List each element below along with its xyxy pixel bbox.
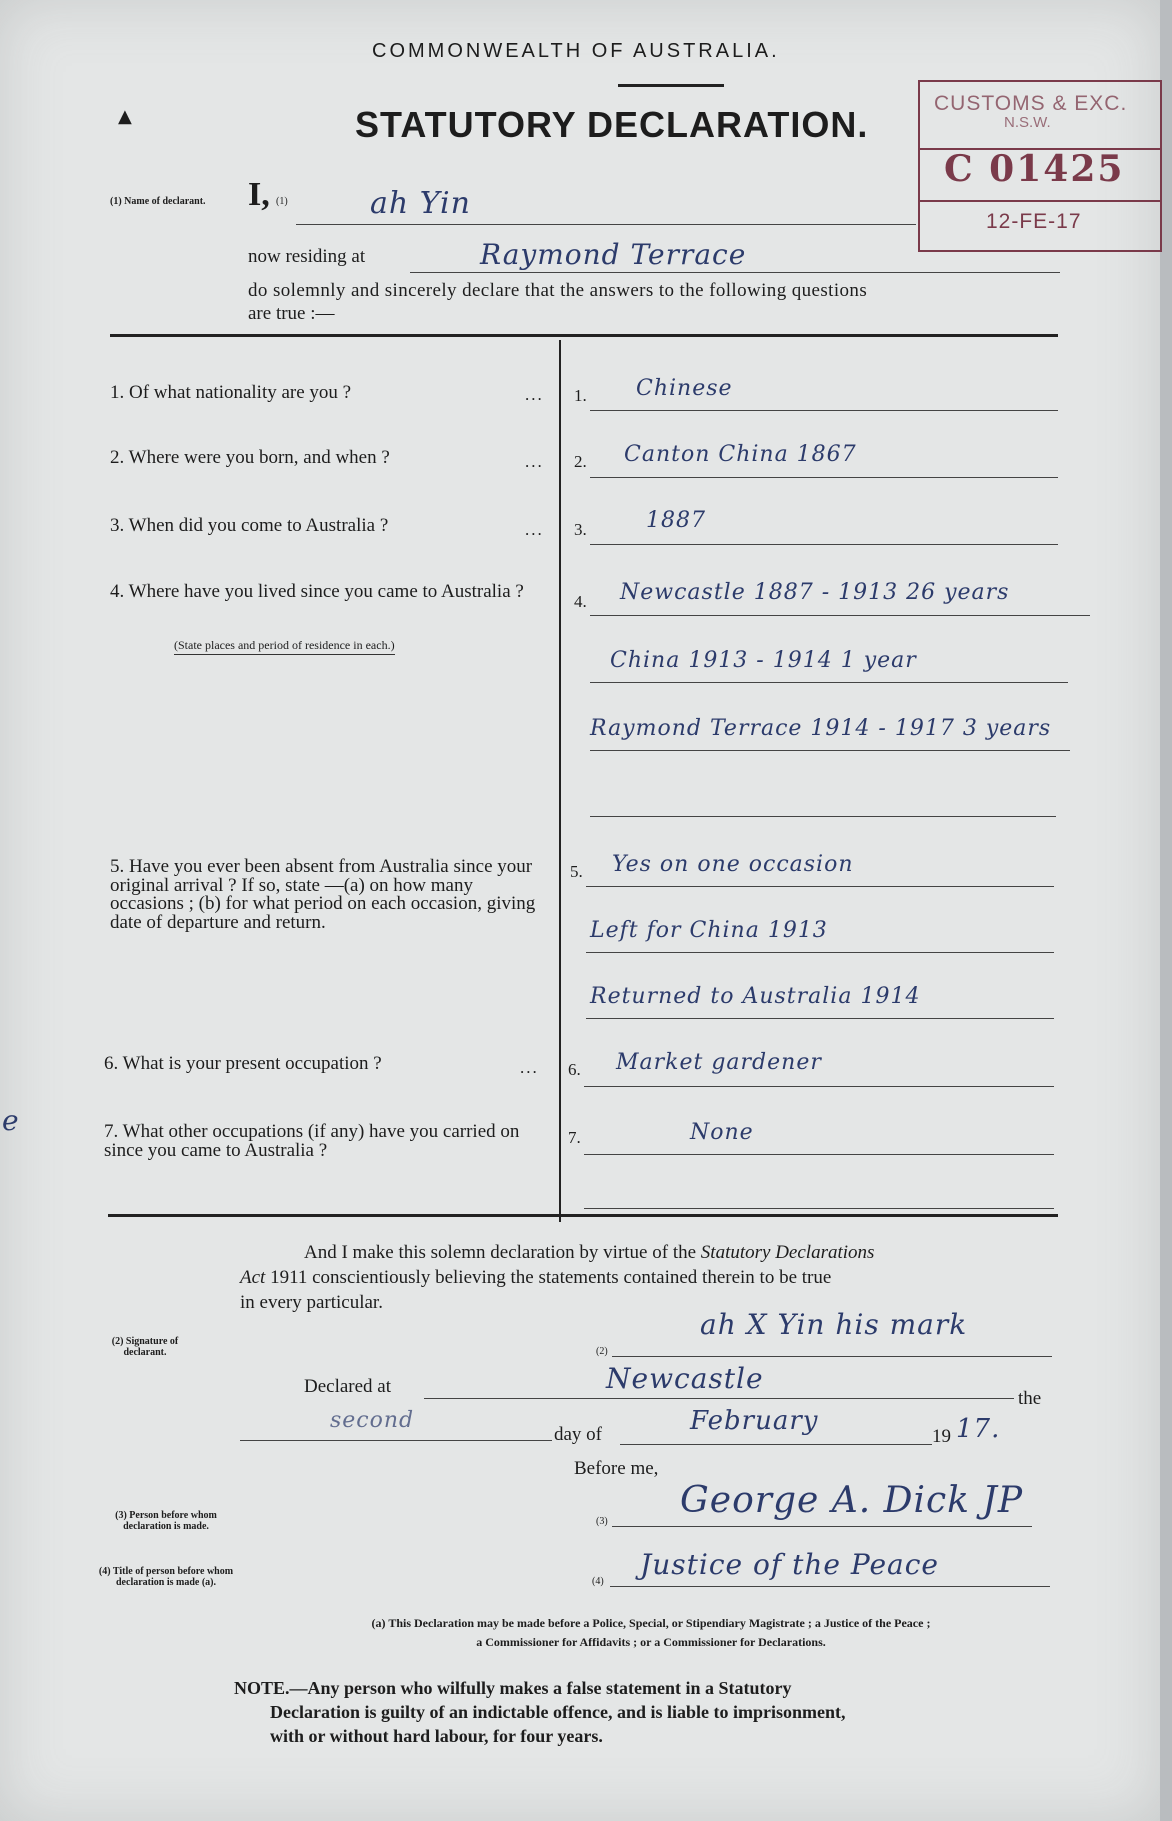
stamp-date: 12-FE-17 xyxy=(986,210,1082,233)
answer-6: Market gardener xyxy=(616,1050,822,1075)
person-signature: George A. Dick JP xyxy=(680,1480,1024,1521)
question-7: 7. What other occupations (if any) have you carried on since you came to Australia ? xyxy=(104,1121,520,1161)
answer-3: 1887 xyxy=(646,508,706,533)
declared-the: the xyxy=(1018,1388,1042,1409)
declared-day: second xyxy=(330,1408,415,1433)
legal-note: NOTE.—Any person who wilfully makes a false statement in a Statutory Declaration is guilty of an indictable offence, and is liable to imprisonment, with or without hard labour, for four years. xyxy=(234,1678,846,1746)
are-true-text: are true :— xyxy=(248,303,335,324)
declarant-name: ah Yin xyxy=(370,186,471,221)
answer-5-line-1: Yes on one occasion xyxy=(612,852,854,877)
top-rule xyxy=(110,334,1058,337)
residence-value: Raymond Terrace xyxy=(480,238,747,271)
answer-number-5: 5. xyxy=(570,862,583,881)
answer-number-3: 3. xyxy=(574,520,587,539)
customs-stamp xyxy=(918,80,1162,252)
question-4-note: (State places and period of residence in each.) xyxy=(174,638,395,655)
question-1: 1. Of what nationality are you ? xyxy=(110,382,352,403)
document-title: STATUTORY DECLARATION. xyxy=(355,104,869,145)
question-5: 5. Have you ever been absent from Australia since your original arrival ? If so, state —(a) on how many occasions ; (b) for what period on each occasion, giving date of departure and return. xyxy=(110,856,536,933)
answer-4-line-3: Raymond Terrace 1914 - 1917 3 years xyxy=(590,716,1052,741)
declarant-pronoun: I, xyxy=(248,176,270,213)
signature-ref: (2) xyxy=(596,1346,608,1357)
margin-label-signature: (2) Signature of declarant. xyxy=(111,1336,179,1358)
answer-number-4: 4. xyxy=(574,592,587,611)
margin-label-declarant: (1) Name of declarant. xyxy=(110,196,206,207)
signature-value: ah X Yin his mark xyxy=(700,1308,968,1341)
answer-number-1: 1. xyxy=(574,386,587,405)
declared-month: February xyxy=(690,1406,819,1436)
arrow-icon: ▲ xyxy=(118,106,132,127)
answer-4-line-1: Newcastle 1887 - 1913 26 years xyxy=(620,580,1010,605)
answer-5-line-2: Left for China 1913 xyxy=(590,918,828,943)
margin-label-person: (3) Person before whom declaration is made. xyxy=(115,1510,217,1532)
margin-mark: e xyxy=(2,1104,20,1137)
declared-year: 17. xyxy=(956,1414,1001,1444)
answer-number-7: 7. xyxy=(568,1128,581,1147)
question-4: 4. Where have you lived since you came to Australia ? xyxy=(110,581,524,602)
person-ref: (3) xyxy=(596,1516,608,1527)
answer-7: None xyxy=(690,1120,754,1145)
year-prefix: 19 xyxy=(932,1426,951,1447)
declare-text: do solemnly and sincerely declare that the answers to the following questions xyxy=(248,280,868,301)
title-ref: (4) xyxy=(592,1576,604,1587)
day-of-label: day of xyxy=(554,1424,603,1445)
commonwealth-heading: COMMONWEALTH OF AUSTRALIA. xyxy=(372,40,780,62)
declared-place: Newcastle xyxy=(606,1362,764,1395)
answer-1: Chinese xyxy=(636,376,733,401)
heading-underline xyxy=(618,84,724,87)
column-divider xyxy=(559,340,561,1222)
stamp-office: CUSTOMS & EXC. xyxy=(934,92,1128,115)
question-3: 3. When did you come to Australia ? xyxy=(110,515,389,536)
answer-2: Canton China 1867 xyxy=(624,442,857,467)
declaration-page: COMMONWEALTH OF AUSTRALIA. ▲ STATUTORY DECLARATION. CUSTOMS & EXC. N.S.W. C 01425 12-FE-17 (1) Name of declarant. I, (1) ah Yin now residing at Raymond Terrace do solemnly and sincerely declare that the answers to the following questions are true :— 1. Of what nationality are you ? ... 1. Chinese 2. Where were you born, and when ? ... 2. Canton China 1867 3. When did you come to Australia ? ... 3. 1887 4. Where have you lived since you came to Australia ? (State places and period of residence in each.) 4. Newcastle 1887 - 1913 26 years China 1913 - 1914 1 year Raymond Terrace 1914 - 1917 3 years 5. Have you ever been absent from Australia since your original arrival ? If so, state —(a) on how many occasions ; (b) for what period on each occasion, giving date of departure and return. 5. Yes on one occasion Left for China 1913 Returned to Australia 1914 6. What is your present occupation ? ... 6. Market gardener 7. What other occupations (if any) have you carried on since you came to Australia ? 7. None And I make this solemn declaration by virtue of the Statutory Declarations Act 1911 conscientiously believing the statements contained therein to be true in every particular. (2) Signature of declarant. (2) ah X Yin his mark Declared at Newcastle the second day of February 19 17. Before me, (3) Person before whom declaration is made. (3) George A. Dick JP (4) Title of person before whom declaration is made (a). (4) Justice of the Peace (a) This Declaration may be made before a Police, Special, or Stipendiary Magistrate ; a Justice of the Peace ; a Commissioner for Affidavits ; or a Commissioner for Declarations. NOTE.—Any person who wilfully makes a false statement in a Statutory Declaration is guilty of an indictable offence, and is liable to imprisonment, with or without hard labour, for four years. e xyxy=(0,0,1160,1821)
stamp-state: N.S.W. xyxy=(1004,114,1051,131)
answer-4-line-2: China 1913 - 1914 1 year xyxy=(610,648,917,673)
answer-number-2: 2. xyxy=(574,452,587,471)
answer-5-line-3: Returned to Australia 1914 xyxy=(590,984,921,1009)
answer-number-6: 6. xyxy=(568,1060,581,1079)
before-me-label: Before me, xyxy=(574,1458,659,1479)
question-2: 2. Where were you born, and when ? xyxy=(110,447,390,468)
residing-label: now residing at xyxy=(248,246,366,267)
bottom-rule xyxy=(108,1214,1058,1217)
solemn-paragraph: And I make this solemn declaration by virtue of the Statutory Declarations Act 1911 conscientiously believing the statements contained therein to be true in every particular. xyxy=(240,1242,875,1313)
title-value: Justice of the Peace xyxy=(640,1548,939,1581)
declared-at-label: Declared at xyxy=(304,1376,392,1397)
stamp-number: C 01425 xyxy=(944,148,1125,190)
declarant-ref: (1) xyxy=(276,196,288,207)
footnote: (a) This Declaration may be made before a Police, Special, or Stipendiary Magistrate ; a Justice of the Peace ; a Commissioner for Affidavits ; or a Commissioner for Declarations. xyxy=(371,1616,931,1649)
question-6: 6. What is your present occupation ? xyxy=(104,1053,382,1074)
margin-label-title: (4) Title of person before whom declaration is made (a). xyxy=(98,1566,234,1588)
